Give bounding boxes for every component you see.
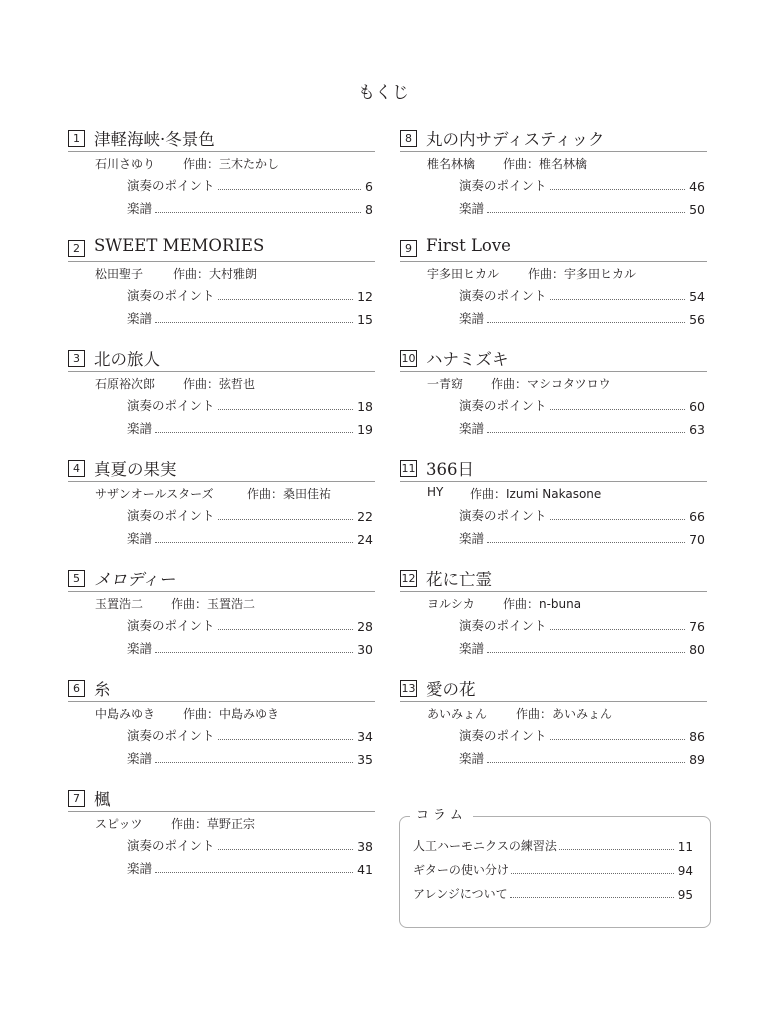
dot-leader <box>550 629 686 630</box>
toc-entry <box>400 567 707 657</box>
artist-name: サザンオールスターズ <box>95 487 214 501</box>
performance-points-link[interactable]: 演奏のポイント 38 <box>127 838 373 854</box>
song-title[interactable]: 津軽海峡·冬景色 <box>94 130 215 149</box>
page-number: 89 <box>689 752 705 767</box>
score-link[interactable]: 楽譜 30 <box>127 641 373 657</box>
dot-leader <box>487 542 685 543</box>
dot-leader <box>218 519 354 520</box>
dot-leader <box>218 739 354 740</box>
song-title[interactable]: First Love <box>426 236 511 255</box>
page-number: 66 <box>689 509 705 524</box>
entry-number: 1 <box>68 130 85 147</box>
page-number: 18 <box>357 399 373 414</box>
song-title[interactable]: 楓 <box>94 790 111 809</box>
dot-leader <box>487 212 685 213</box>
page-number: 56 <box>689 312 705 327</box>
dot-leader <box>550 299 686 300</box>
performance-points-link[interactable]: 演奏のポイント 76 <box>459 618 705 634</box>
page-number: 15 <box>357 312 373 327</box>
entry-number: 11 <box>401 462 416 475</box>
score-link[interactable]: 楽譜 63 <box>459 421 705 437</box>
composer-credit: 作曲：椎名林檎 <box>503 157 588 171</box>
page-number: 22 <box>357 509 373 524</box>
page-number: 6 <box>365 179 373 194</box>
entry-number: 2 <box>68 240 85 257</box>
page-number: 30 <box>357 642 373 657</box>
composer-credit: 作曲：桑田佳祐 <box>247 487 332 501</box>
performance-points-link[interactable]: 演奏のポイント 28 <box>127 618 373 634</box>
column-title: コラム <box>410 804 473 823</box>
dot-leader <box>155 212 361 213</box>
composer-credit: 作曲：中島みゆき <box>183 707 280 721</box>
toc-entry <box>400 677 707 767</box>
score-link[interactable]: 楽譜 80 <box>459 641 705 657</box>
page-number: 50 <box>689 202 705 217</box>
dot-leader <box>550 519 686 520</box>
artist-name: 石川さゆり <box>95 157 156 171</box>
score-link[interactable]: 楽譜 19 <box>127 421 373 437</box>
entry-number: 9 <box>400 240 417 257</box>
page-number: 70 <box>689 532 705 547</box>
entry-number: 12 <box>401 572 416 585</box>
entry-number: 4 <box>68 460 85 477</box>
composer-credit: 作曲：弦哲也 <box>183 377 256 391</box>
artist-name: スピッツ <box>95 817 143 831</box>
entry-number: 5 <box>68 570 85 587</box>
performance-points-link[interactable]: 演奏のポイント 86 <box>459 728 705 744</box>
performance-points-link[interactable]: 演奏のポイント 60 <box>459 398 705 414</box>
toc-entry <box>400 127 707 217</box>
song-title[interactable]: 愛の花 <box>426 680 476 699</box>
page-title: もくじ <box>358 83 409 103</box>
artist-name: あいみょん <box>427 707 488 721</box>
page-number: 76 <box>689 619 705 634</box>
page-number: 86 <box>689 729 705 744</box>
artist-name: 玉置浩二 <box>95 597 144 611</box>
dot-leader <box>155 652 353 653</box>
score-link[interactable]: 楽譜 50 <box>459 201 705 217</box>
score-link[interactable]: 楽譜 70 <box>459 531 705 547</box>
page-number: 46 <box>689 179 705 194</box>
dot-leader <box>218 849 354 850</box>
score-link[interactable]: 楽譜 15 <box>127 311 373 327</box>
score-link[interactable]: 楽譜 41 <box>127 861 373 877</box>
performance-points-link[interactable]: 演奏のポイント 6 <box>127 178 373 194</box>
column-item[interactable]: 人工ハーモニクスの練習法 11 <box>413 839 693 854</box>
dot-leader <box>487 322 685 323</box>
toc-entry <box>68 127 375 217</box>
song-title[interactable]: SWEET MEMORIES <box>94 236 265 255</box>
column-item[interactable]: ギターの使い分け 94 <box>413 863 693 878</box>
song-title[interactable]: 366日 <box>426 460 474 479</box>
dot-leader <box>155 322 353 323</box>
score-link[interactable]: 楽譜 8 <box>127 201 373 217</box>
page-number: 80 <box>689 642 705 657</box>
toc-entry <box>68 236 375 327</box>
artist-name: 石原裕次郎 <box>95 377 156 391</box>
dot-leader <box>487 432 685 433</box>
page-number: 54 <box>689 289 705 304</box>
score-link[interactable]: 楽譜 89 <box>459 751 705 767</box>
page-number: 60 <box>689 399 705 414</box>
toc-entry <box>68 457 375 547</box>
page-number: 8 <box>365 202 373 217</box>
song-title[interactable]: ハナミズキ <box>426 350 509 369</box>
artist-name: 椎名林檎 <box>427 157 476 171</box>
composer-credit: 作曲：三木たかし <box>183 157 280 171</box>
artist-name: 中島みゆき <box>95 707 156 721</box>
dot-leader <box>550 189 686 190</box>
toc-entry <box>400 347 707 437</box>
page-number: 12 <box>357 289 373 304</box>
toc-entry <box>68 567 375 657</box>
dot-leader <box>510 897 674 898</box>
dot-leader <box>218 189 362 190</box>
song-title[interactable]: 真夏の果実 <box>94 460 177 479</box>
page-number: 63 <box>689 422 705 437</box>
page-number: 19 <box>357 422 373 437</box>
entry-number: 7 <box>68 790 85 807</box>
composer-credit: 作曲：宇多田ヒカル <box>528 267 637 281</box>
performance-points-link[interactable]: 演奏のポイント 18 <box>127 398 373 414</box>
dot-leader <box>487 762 685 763</box>
page-number: 94 <box>677 864 693 878</box>
composer-credit: 作曲：あいみょん <box>516 707 613 721</box>
dot-leader <box>218 629 354 630</box>
composer-credit: 作曲：マシコタツロウ <box>491 377 611 391</box>
song-title[interactable]: 丸の内サディスティック <box>426 130 605 149</box>
score-link[interactable]: 楽譜 24 <box>127 531 373 547</box>
composer-credit: 作曲：玉置浩二 <box>171 597 256 611</box>
page-number: 95 <box>677 888 693 902</box>
song-title[interactable]: 花に亡霊 <box>426 570 492 589</box>
page-number: 34 <box>357 729 373 744</box>
entry-number: 8 <box>400 130 417 147</box>
artist-name: 松田聖子 <box>95 267 144 281</box>
entry-number: 6 <box>68 680 85 697</box>
page-number: 11 <box>677 840 693 854</box>
score-link[interactable]: 楽譜 56 <box>459 311 705 327</box>
composer-credit: 作曲：大村雅朗 <box>173 267 258 281</box>
dot-leader <box>487 652 685 653</box>
toc-entry <box>68 787 375 877</box>
song-title[interactable]: 糸 <box>94 680 111 699</box>
dot-leader <box>155 872 353 873</box>
dot-leader <box>559 849 674 850</box>
dot-leader <box>155 762 353 763</box>
song-title[interactable]: 北の旅人 <box>94 350 160 369</box>
dot-leader <box>550 409 686 410</box>
performance-points-link[interactable]: 演奏のポイント 22 <box>127 508 373 524</box>
score-link[interactable]: 楽譜 35 <box>127 751 373 767</box>
dot-leader <box>218 299 354 300</box>
artist-name: 一青窈 <box>427 377 464 391</box>
artist-name: HY <box>427 485 444 499</box>
entry-number: 10 <box>401 352 416 365</box>
entry-number: 3 <box>68 350 85 367</box>
dot-leader <box>218 409 354 410</box>
performance-points-link[interactable]: 演奏のポイント 46 <box>459 178 705 194</box>
composer-credit: 作曲：Izumi Nakasone <box>470 487 602 501</box>
dot-leader <box>155 432 353 433</box>
dot-leader <box>550 739 686 740</box>
dot-leader <box>155 542 353 543</box>
song-title[interactable]: メロディー <box>94 570 176 589</box>
performance-points-link[interactable]: 演奏のポイント 54 <box>459 288 705 304</box>
dot-leader <box>511 873 674 874</box>
page-number: 28 <box>357 619 373 634</box>
toc-entry <box>68 677 375 767</box>
artist-name: 宇多田ヒカル <box>427 267 500 281</box>
page-number: 41 <box>357 862 373 877</box>
composer-credit: 作曲：n-buna <box>503 597 582 611</box>
composer-credit: 作曲：草野正宗 <box>171 817 256 831</box>
page-number: 38 <box>357 839 373 854</box>
page-number: 24 <box>357 532 373 547</box>
entry-number: 13 <box>401 682 416 695</box>
toc-entry <box>400 457 707 547</box>
column-item[interactable]: アレンジについて 95 <box>413 887 693 902</box>
artist-name: ヨルシカ <box>427 597 475 611</box>
toc-entry <box>400 236 707 327</box>
performance-points-link[interactable]: 演奏のポイント 66 <box>459 508 705 524</box>
performance-points-link[interactable]: 演奏のポイント 12 <box>127 288 373 304</box>
performance-points-link[interactable]: 演奏のポイント 34 <box>127 728 373 744</box>
page-number: 35 <box>357 752 373 767</box>
toc-entry <box>68 347 375 437</box>
